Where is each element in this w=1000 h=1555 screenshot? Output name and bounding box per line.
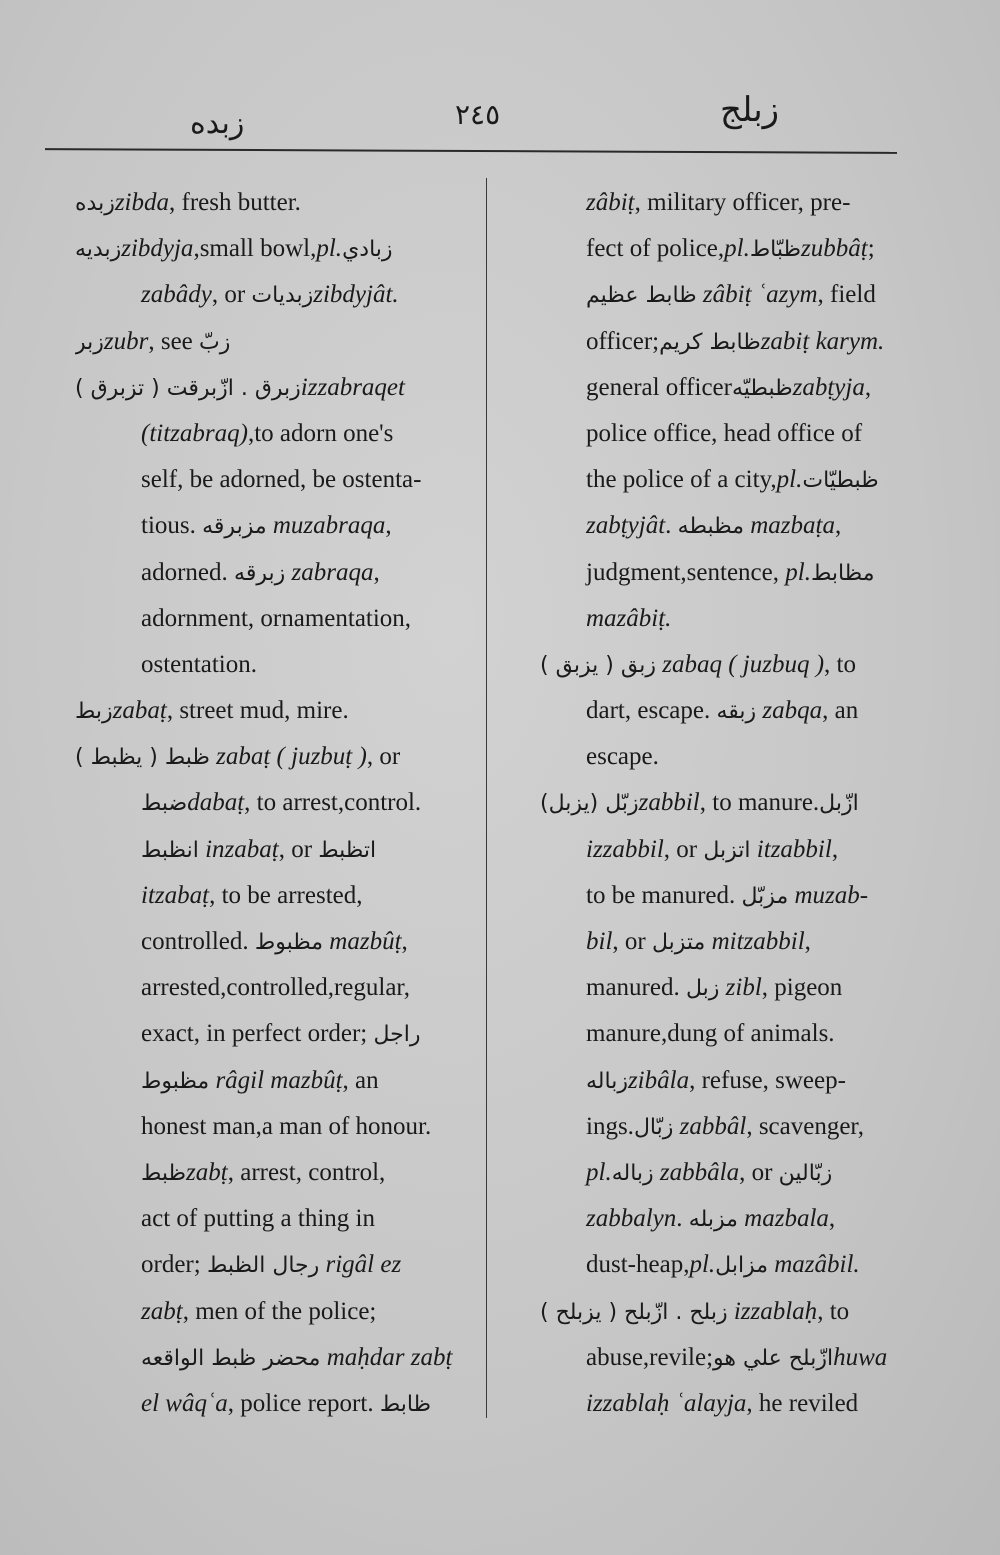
transliteration: mazbaṭa [743,512,835,540]
definition-text: , he reviled [746,1389,859,1417]
definition-text: . [665,512,678,540]
transliteration: huwa [833,1343,888,1371]
arabic-word: راجل [373,1022,421,1048]
arabic-word: زبرق . ازّبرقت ( تزبرق ) [75,375,301,401]
definition-text: act of putting a thing in [141,1205,375,1233]
entry-line [75,1058,480,1104]
arabic-word: زبده [75,191,115,216]
entry-line [540,688,925,734]
entry-line [540,1150,925,1196]
transliteration: zabaṭ [112,697,167,725]
definition-text: , an [822,697,859,725]
arabic-word: زبرقه [234,560,286,586]
transliteration: el wâqʿa [141,1389,228,1417]
entry-line [540,1058,925,1104]
arabic-word: ظابط عظيم [586,283,697,309]
entry-line [75,180,480,226]
definition-text: escape. [586,743,659,771]
transliteration: itzabaṭ [141,881,210,909]
definition-text: , [373,558,380,586]
transliteration: rigâl ez [319,1251,402,1279]
definition-text: , military officer, pre- [634,189,851,216]
arabic-word: زبقه [716,699,757,725]
arabic-word: ازّبلح علي هو [713,1345,834,1371]
transliteration: zibdyjât. [313,281,399,309]
definition-text: order; [141,1251,207,1279]
transliteration: zâbiṭ ʿazym [696,281,818,309]
arabic-word: متزبل [651,930,706,955]
definition-text: , fresh butter. [169,189,301,216]
definition-text: adorned. [141,558,235,586]
definition-text: , or [612,928,652,955]
entry-line [540,1335,925,1381]
definition-text: , field [817,281,876,309]
arabic-word: زبق ( يزبق ) [540,652,656,678]
entry-line [75,503,480,549]
entry-line [540,1196,925,1242]
entry-line [540,457,925,503]
transliteration: maḥdar zabṭ [320,1343,453,1371]
transliteration: zibda [114,189,170,216]
definition-text: , pigeon [761,974,843,1002]
entry-line [75,688,480,734]
transliteration: mazbûṭ [323,928,402,955]
entry-line [540,1104,925,1150]
arabic-word: ظابط [379,1391,432,1417]
transliteration: zabâdy [141,281,212,309]
entry-line [75,1104,480,1150]
entry-line [75,1381,480,1427]
arabic-word: مظابط [810,560,875,586]
arabic-word: زباله [586,1068,628,1094]
arabic-word: ظبطيّه [731,375,793,401]
entry-line [540,1242,925,1288]
entry-line [540,550,925,596]
definition-text: , to be arrested, [209,881,363,909]
transliteration: dabaṭ [187,789,245,817]
entry-line [540,734,925,780]
definition-text: ,small bowl, [193,235,317,263]
definition-text: , [385,512,392,540]
entry-line [540,365,925,411]
entry-line [75,1150,480,1196]
definition-text: tious. [141,512,203,540]
arabic-word: رجال الظبط [206,1253,320,1279]
header-left-headword: زبده [190,107,245,140]
transliteration: zubr [103,327,149,355]
transliteration: zibdyja [121,235,194,263]
entry-line [540,1289,925,1335]
entry-line [540,272,925,318]
arabic-word: مظبوط [141,1068,210,1094]
transliteration: zabṭ [141,1297,183,1325]
definition-text: honest man,a man of honour. [141,1112,432,1140]
header-right-headword: زبلج [720,92,780,129]
arabic-word: اتظبط [318,837,377,863]
transliteration: (titzabraq) [141,419,248,447]
transliteration: pl. [689,1251,716,1279]
transliteration: zabaṭ ( juzbuṭ ) [209,743,367,771]
definition-text: adornment, ornamentation, [141,604,412,632]
definition-text: , [804,928,811,955]
transliteration: zabraqa [285,558,374,586]
entry-line [75,873,480,919]
entry-line [75,734,480,780]
entry-line [75,272,480,318]
transliteration: zabṭyja [792,373,865,401]
definition-text: , street mud, mire. [166,697,349,725]
entry-line [75,827,480,873]
entry-line [75,1289,480,1335]
transliteration: zabbâl [673,1112,747,1140]
definition-text: manure,dung of animals. [586,1020,835,1048]
arabic-word: ظبّاط [749,237,802,263]
transliteration: izzabraqet [300,373,405,401]
entry-line [75,411,480,457]
page-number: ٢٤٥ [455,100,501,131]
transliteration: mazâbiṭ. [586,604,672,632]
definition-text: , or [739,1158,779,1186]
transliteration: pl. [316,235,343,263]
definition-text: . [676,1205,689,1233]
definition-text: , refuse, sweep- [689,1066,846,1094]
transliteration: zubbâṭ [801,235,868,263]
transliteration: izzablaḥ [727,1297,818,1325]
arabic-word: ظبط [141,1160,187,1186]
definition-text: , [401,928,408,955]
transliteration: râgil mazbûṭ [209,1066,343,1094]
transliteration: zabṭ [186,1158,228,1186]
transliteration: pl. [785,558,811,586]
definition-text: , [864,373,872,401]
arabic-word: زبل [685,976,720,1002]
definition-text: ,to adorn one's [247,419,394,447]
transliteration: mazbala [737,1205,829,1233]
transliteration: zâbiṭ [586,189,635,216]
arabic-word: مزابل [715,1253,768,1279]
definition-text: manured. [586,974,686,1002]
transliteration: mitzabbil [705,928,805,955]
right-column [540,180,925,1427]
definition-text: police office, head office of [586,419,863,447]
definition-text: officer; [586,327,660,355]
arabic-word: ظابط كريم [659,329,761,355]
header-rule [45,148,897,154]
definition-text: , to [817,1297,850,1325]
transliteration: bil [586,928,613,955]
left-column [75,180,480,1427]
definition-text: , an [342,1066,379,1094]
definition-text: dust-heap, [586,1251,690,1279]
entry-line [75,365,480,411]
definition-text: exact, in perfect order; [141,1020,374,1048]
arabic-word: مزبله [688,1207,738,1233]
arabic-word: زبّ [199,329,231,355]
arabic-word: زبديه [75,237,122,263]
transliteration: zabbalyn [586,1205,677,1233]
arabic-word: زبّالين [778,1160,833,1186]
definition-text: , [831,835,839,863]
arabic-word: ظبطيّات [802,468,879,494]
entry-line [540,642,925,688]
transliteration: zabiṭ karym. [760,327,885,355]
entry-line [75,226,480,272]
page-header [0,88,1000,148]
entry-line [540,503,925,549]
entry-line [540,919,925,965]
definition-text: judgment,sentence, [586,558,786,586]
definition-text: general officer [586,373,732,401]
entry-line [75,1335,480,1381]
transliteration: zabbil [638,789,700,817]
arabic-word: انظبط [141,837,199,863]
transliteration: zabaq ( juzbuq ) [655,650,825,678]
arabic-word: زبّل (يزبل) [540,791,639,817]
column-divider [486,178,487,1418]
definition-text: , to arrest,control. [244,789,422,817]
definition-text: , or [366,743,401,771]
definition-text: , scavenger, [746,1112,865,1140]
entry-line [75,550,480,596]
entry-line [75,1242,480,1288]
transliteration: zabṭyjât [586,512,666,540]
arabic-word: ازّبل [819,791,859,817]
transliteration: pl. [776,466,803,494]
entry-line [75,596,480,642]
entry-line [540,827,925,873]
definition-text: , to [824,650,856,678]
definition-text: the police of a city, [586,466,777,494]
entry-line [540,319,925,365]
entry-line [540,780,925,826]
arabic-word: زبديات [251,283,314,309]
entry-line [75,457,480,503]
arabic-word: زبادي [342,237,393,263]
definition-text: , police report. [227,1389,380,1417]
arabic-word: زبلح . ازّبلح ( يزبلح ) [540,1299,728,1325]
entry-line [540,226,925,272]
transliteration: izzabbil [586,835,664,863]
transliteration: itzabbil [750,835,832,863]
transliteration: zibâla [627,1066,690,1094]
entry-line [75,1196,480,1242]
entry-line [540,965,925,1011]
definition-text: arrested,controlled,regular, [141,974,411,1002]
entry-line [540,596,925,642]
entry-line [75,780,480,826]
transliteration: pl. [724,235,750,263]
arabic-word: مظبوط [254,930,324,955]
transliteration: inzabaṭ [198,835,279,863]
arabic-word: ضبط [141,791,188,817]
transliteration: zabqa [756,697,823,725]
definition-text: ings. [586,1112,634,1140]
arabic-word: مظبطه [677,514,744,540]
definition-text: abuse,revile; [586,1343,714,1371]
entry-line [75,319,480,365]
definition-text: , see [148,327,200,355]
definition-text: to be manured. [586,881,742,909]
arabic-word: اتزبل [703,837,751,863]
entry-line [540,1011,925,1057]
definition-text: ; [867,235,875,263]
definition-text: dart, escape. [586,697,717,725]
arabic-word: زباله [611,1160,654,1186]
arabic-word: مزبّل [741,883,789,909]
transliteration: izzablaḥ ʿalayja [586,1389,747,1417]
transliteration: pl. [586,1158,612,1186]
arabic-word: ظبط ( يظبط ) [75,745,210,771]
definition-text: , or [663,835,704,863]
arabic-word: زبر [75,329,104,355]
arabic-word: محضر ظبط الواقعه [141,1345,321,1371]
transliteration: muzab- [788,881,869,909]
entry-line [540,180,925,226]
definition-text: , [828,1205,836,1233]
entry-line [540,411,925,457]
arabic-word: زبط [75,699,113,725]
entry-line [540,1381,925,1427]
transliteration: zibl [719,974,762,1002]
transliteration: muzabraqa [266,512,386,540]
entry-line [75,642,480,688]
definition-text: , men of the police; [182,1297,377,1325]
definition-text: controlled. [141,928,255,955]
entry-line [75,1011,480,1057]
arabic-word: زبّال [633,1114,674,1140]
definition-text: , [834,512,842,540]
definition-text: fect of police, [586,235,725,263]
transliteration: zabbâla [653,1158,740,1186]
entry-line [75,965,480,1011]
definition-text: ostentation. [141,650,257,678]
definition-text: , arrest, control, [227,1158,386,1186]
transliteration: mazâbil. [767,1251,860,1279]
definition-text: , or [211,281,252,309]
definition-text: , or [278,835,319,863]
entry-line [75,919,480,965]
arabic-word: مزبرقه [202,514,267,540]
definition-text: , to manure. [699,789,820,817]
definition-text: self, be adorned, be ostenta- [141,466,422,494]
entry-line [540,873,925,919]
